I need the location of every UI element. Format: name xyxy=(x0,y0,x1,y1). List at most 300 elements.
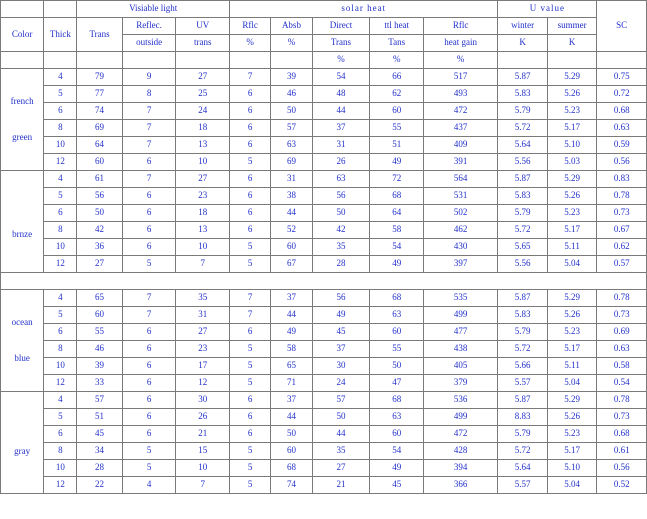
cell-sc: 0.72 xyxy=(597,86,647,103)
cell-absb: 65 xyxy=(271,358,312,375)
cell-rflc: 6 xyxy=(230,137,271,154)
cell-uv: 25 xyxy=(176,86,230,103)
cell-uv: 18 xyxy=(176,120,230,137)
cell-absb: 31 xyxy=(271,171,312,188)
group-spacer xyxy=(1,273,647,290)
cell-sc: 0.56 xyxy=(597,460,647,477)
group-label-line: brnze xyxy=(12,228,33,239)
cell-winter: 5.57 xyxy=(498,477,548,494)
cell-thick: 12 xyxy=(44,477,77,494)
cell-reflec: 4 xyxy=(122,477,176,494)
cell-sc: 0.57 xyxy=(597,256,647,273)
cell-reflec: 6 xyxy=(122,409,176,426)
table-row xyxy=(1,324,647,341)
table-row xyxy=(1,188,647,205)
header-rflc-heat-1: Rflc xyxy=(424,18,498,35)
cell-rflc-gain: 391 xyxy=(424,154,498,171)
cell-uv: 35 xyxy=(176,290,230,307)
cell-thick: 4 xyxy=(44,69,77,86)
cell-rflc: 5 xyxy=(230,358,271,375)
cell-rflc: 6 xyxy=(230,222,271,239)
header-blank-thick xyxy=(44,1,77,18)
header-blank-trans-2 xyxy=(77,52,122,69)
cell-direct: 21 xyxy=(312,477,370,494)
cell-ttl: 62 xyxy=(370,86,424,103)
cell-winter: 5.72 xyxy=(498,120,548,137)
cell-absb: 50 xyxy=(271,426,312,443)
cell-thick: 12 xyxy=(44,375,77,392)
table-row xyxy=(1,205,647,222)
table-row xyxy=(1,426,647,443)
cell-reflec: 7 xyxy=(122,290,176,307)
cell-rflc-gain: 564 xyxy=(424,171,498,188)
cell-ttl: 49 xyxy=(370,460,424,477)
cell-winter: 5.72 xyxy=(498,341,548,358)
header-rflc-heat-2: heat gain xyxy=(424,35,498,52)
cell-rflc: 6 xyxy=(230,324,271,341)
table-row xyxy=(1,307,647,324)
cell-rflc: 7 xyxy=(230,290,271,307)
cell-sc: 0.69 xyxy=(597,324,647,341)
header-direct-1: Direct xyxy=(312,18,370,35)
cell-rflc-gain: 493 xyxy=(424,86,498,103)
cell-reflec: 9 xyxy=(122,69,176,86)
cell-summer: 5.17 xyxy=(547,341,597,358)
cell-absb: 39 xyxy=(271,69,312,86)
group-label-2 xyxy=(1,290,44,392)
cell-winter: 5.64 xyxy=(498,137,548,154)
cell-ttl: 60 xyxy=(370,426,424,443)
cell-rflc-gain: 366 xyxy=(424,477,498,494)
cell-sc: 0.75 xyxy=(597,69,647,86)
header-winter-unit: K xyxy=(498,35,548,52)
cell-rflc: 7 xyxy=(230,69,271,86)
table-row xyxy=(1,137,647,154)
header-blank-sc-2 xyxy=(597,52,647,69)
cell-uv: 12 xyxy=(176,375,230,392)
header-uv-1: UV xyxy=(176,18,230,35)
cell-uv: 27 xyxy=(176,171,230,188)
cell-uv: 10 xyxy=(176,460,230,477)
cell-absb: 50 xyxy=(271,103,312,120)
cell-rflc-gain: 409 xyxy=(424,137,498,154)
header-blank-uv-2 xyxy=(176,52,230,69)
cell-ttl: 66 xyxy=(370,69,424,86)
table-row xyxy=(1,222,647,239)
cell-ttl: 58 xyxy=(370,222,424,239)
cell-rflc: 6 xyxy=(230,86,271,103)
cell-reflec: 6 xyxy=(122,222,176,239)
header-row-1 xyxy=(1,1,647,18)
cell-uv: 27 xyxy=(176,69,230,86)
cell-rflc-gain: 502 xyxy=(424,205,498,222)
cell-uv: 31 xyxy=(176,307,230,324)
cell-reflec: 5 xyxy=(122,460,176,477)
cell-winter: 5.83 xyxy=(498,188,548,205)
cell-ttl: 63 xyxy=(370,409,424,426)
table-row xyxy=(1,86,647,103)
cell-summer: 5.26 xyxy=(547,307,597,324)
cell-trans: 36 xyxy=(77,239,122,256)
cell-thick: 6 xyxy=(44,103,77,120)
cell-thick: 5 xyxy=(44,409,77,426)
cell-rflc: 6 xyxy=(230,426,271,443)
cell-thick: 10 xyxy=(44,137,77,154)
group-label-0 xyxy=(1,69,44,171)
cell-thick: 10 xyxy=(44,358,77,375)
cell-direct: 50 xyxy=(312,205,370,222)
cell-absb: 44 xyxy=(271,409,312,426)
cell-thick: 8 xyxy=(44,443,77,460)
cell-trans: 56 xyxy=(77,188,122,205)
cell-thick: 12 xyxy=(44,154,77,171)
group-label-line: gray xyxy=(14,445,31,456)
header-blank-thick-2 xyxy=(44,52,77,69)
cell-summer: 5.17 xyxy=(547,222,597,239)
cell-summer: 5.04 xyxy=(547,256,597,273)
header-u-value: U value xyxy=(498,1,597,18)
cell-trans: 28 xyxy=(77,460,122,477)
cell-rflc-gain: 462 xyxy=(424,222,498,239)
cell-absb: 71 xyxy=(271,375,312,392)
cell-rflc-gain: 531 xyxy=(424,188,498,205)
table-row xyxy=(1,460,647,477)
header-ttl-1: ttl heat xyxy=(370,18,424,35)
group-label-line: green xyxy=(12,131,33,142)
cell-direct: 44 xyxy=(312,426,370,443)
cell-winter: 5.56 xyxy=(498,256,548,273)
cell-rflc-gain: 535 xyxy=(424,290,498,307)
cell-thick: 4 xyxy=(44,171,77,188)
cell-rflc: 6 xyxy=(230,392,271,409)
cell-rflc-gain: 397 xyxy=(424,256,498,273)
cell-summer: 5.29 xyxy=(547,171,597,188)
cell-rflc-gain: 517 xyxy=(424,69,498,86)
cell-summer: 5.23 xyxy=(547,205,597,222)
cell-trans: 22 xyxy=(77,477,122,494)
cell-trans: 46 xyxy=(77,341,122,358)
cell-sc: 0.56 xyxy=(597,154,647,171)
cell-rflc: 5 xyxy=(230,443,271,460)
header-rflc: Rflc xyxy=(230,18,271,35)
cell-direct: 42 xyxy=(312,222,370,239)
cell-trans: 39 xyxy=(77,358,122,375)
cell-rflc-gain: 472 xyxy=(424,103,498,120)
cell-reflec: 7 xyxy=(122,307,176,324)
cell-thick: 5 xyxy=(44,86,77,103)
cell-uv: 17 xyxy=(176,358,230,375)
cell-reflec: 5 xyxy=(122,256,176,273)
group-label-1 xyxy=(1,171,44,273)
cell-uv: 10 xyxy=(176,239,230,256)
cell-winter: 5.79 xyxy=(498,324,548,341)
cell-rflc: 6 xyxy=(230,205,271,222)
cell-direct: 56 xyxy=(312,290,370,307)
table-row xyxy=(1,409,647,426)
cell-rflc-gain: 536 xyxy=(424,392,498,409)
cell-thick: 8 xyxy=(44,222,77,239)
table-row xyxy=(1,290,647,307)
cell-rflc-gain: 430 xyxy=(424,239,498,256)
cell-summer: 5.10 xyxy=(547,460,597,477)
cell-trans: 55 xyxy=(77,324,122,341)
cell-rflc: 6 xyxy=(230,171,271,188)
cell-direct: 57 xyxy=(312,392,370,409)
cell-rflc-gain: 477 xyxy=(424,324,498,341)
cell-summer: 5.29 xyxy=(547,69,597,86)
cell-direct: 37 xyxy=(312,120,370,137)
cell-uv: 24 xyxy=(176,103,230,120)
cell-ttl: 54 xyxy=(370,239,424,256)
cell-uv: 15 xyxy=(176,443,230,460)
cell-absb: 44 xyxy=(271,307,312,324)
header-summer-unit: K xyxy=(547,35,597,52)
table-row xyxy=(1,443,647,460)
cell-trans: 60 xyxy=(77,154,122,171)
cell-winter: 5.79 xyxy=(498,426,548,443)
cell-winter: 5.79 xyxy=(498,205,548,222)
header-reflec-1: Reflec. xyxy=(122,18,176,35)
cell-sc: 0.67 xyxy=(597,222,647,239)
cell-ttl: 68 xyxy=(370,290,424,307)
cell-summer: 5.26 xyxy=(547,188,597,205)
cell-sc: 0.63 xyxy=(597,120,647,137)
cell-sc: 0.52 xyxy=(597,477,647,494)
cell-summer: 5.26 xyxy=(547,409,597,426)
cell-sc: 0.63 xyxy=(597,341,647,358)
header-summer: summer xyxy=(547,18,597,35)
cell-direct: 44 xyxy=(312,103,370,120)
cell-trans: 34 xyxy=(77,443,122,460)
cell-absb: 52 xyxy=(271,222,312,239)
cell-trans: 74 xyxy=(77,103,122,120)
cell-uv: 23 xyxy=(176,341,230,358)
cell-absb: 69 xyxy=(271,154,312,171)
cell-absb: 46 xyxy=(271,86,312,103)
cell-absb: 58 xyxy=(271,341,312,358)
cell-uv: 13 xyxy=(176,222,230,239)
cell-rflc: 6 xyxy=(230,409,271,426)
cell-thick: 5 xyxy=(44,188,77,205)
cell-summer: 5.23 xyxy=(547,324,597,341)
cell-reflec: 6 xyxy=(122,324,176,341)
cell-winter: 5.56 xyxy=(498,154,548,171)
cell-winter: 5.87 xyxy=(498,392,548,409)
cell-ttl: 55 xyxy=(370,120,424,137)
header-blank-color-2 xyxy=(1,52,44,69)
cell-sc: 0.78 xyxy=(597,188,647,205)
header-absb: Absb xyxy=(271,18,312,35)
table-row xyxy=(1,256,647,273)
cell-direct: 35 xyxy=(312,239,370,256)
header-direct-unit: % xyxy=(312,52,370,69)
group-label-3 xyxy=(1,392,44,494)
table-row xyxy=(1,120,647,137)
table-row xyxy=(1,392,647,409)
header-uv-2: trans xyxy=(176,35,230,52)
cell-summer: 5.17 xyxy=(547,443,597,460)
header-rflc-unit: % xyxy=(230,35,271,52)
header-rflc-heat-unit: % xyxy=(424,52,498,69)
cell-uv: 23 xyxy=(176,188,230,205)
cell-absb: 37 xyxy=(271,392,312,409)
header-blank-winter-2 xyxy=(498,52,548,69)
cell-winter: 5.83 xyxy=(498,86,548,103)
cell-trans: 51 xyxy=(77,409,122,426)
cell-trans: 50 xyxy=(77,205,122,222)
cell-trans: 42 xyxy=(77,222,122,239)
header-row-4 xyxy=(1,52,647,69)
cell-rflc-gain: 438 xyxy=(424,341,498,358)
cell-ttl: 47 xyxy=(370,375,424,392)
cell-summer: 5.17 xyxy=(547,120,597,137)
cell-ttl: 60 xyxy=(370,103,424,120)
cell-winter: 5.66 xyxy=(498,358,548,375)
table-row xyxy=(1,103,647,120)
cell-sc: 0.61 xyxy=(597,443,647,460)
header-blank-rflc-2 xyxy=(230,52,271,69)
cell-rflc: 5 xyxy=(230,154,271,171)
cell-winter: 5.57 xyxy=(498,375,548,392)
header-sc: SC xyxy=(597,1,647,52)
cell-rflc: 5 xyxy=(230,341,271,358)
header-row-2 xyxy=(1,18,647,35)
cell-sc: 0.78 xyxy=(597,290,647,307)
cell-summer: 5.26 xyxy=(547,86,597,103)
group-label-line: french xyxy=(10,95,34,106)
cell-rflc: 6 xyxy=(230,120,271,137)
cell-reflec: 6 xyxy=(122,341,176,358)
cell-reflec: 7 xyxy=(122,103,176,120)
cell-reflec: 6 xyxy=(122,392,176,409)
cell-ttl: 50 xyxy=(370,358,424,375)
cell-summer: 5.29 xyxy=(547,392,597,409)
cell-ttl: 55 xyxy=(370,341,424,358)
cell-winter: 5.79 xyxy=(498,103,548,120)
cell-reflec: 8 xyxy=(122,86,176,103)
cell-sc: 0.73 xyxy=(597,205,647,222)
cell-thick: 6 xyxy=(44,205,77,222)
cell-winter: 5.72 xyxy=(498,222,548,239)
cell-rflc-gain: 472 xyxy=(424,426,498,443)
cell-summer: 5.23 xyxy=(547,103,597,120)
cell-winter: 5.64 xyxy=(498,460,548,477)
header-solar-heat: solar heat xyxy=(230,1,498,18)
cell-reflec: 6 xyxy=(122,154,176,171)
cell-absb: 63 xyxy=(271,137,312,154)
cell-direct: 54 xyxy=(312,69,370,86)
cell-absb: 60 xyxy=(271,443,312,460)
cell-reflec: 7 xyxy=(122,137,176,154)
cell-rflc: 6 xyxy=(230,103,271,120)
cell-ttl: 49 xyxy=(370,256,424,273)
cell-direct: 27 xyxy=(312,460,370,477)
cell-direct: 35 xyxy=(312,443,370,460)
cell-thick: 4 xyxy=(44,290,77,307)
header-blank-reflec-2 xyxy=(122,52,176,69)
cell-thick: 5 xyxy=(44,307,77,324)
cell-uv: 26 xyxy=(176,409,230,426)
cell-uv: 13 xyxy=(176,137,230,154)
cell-direct: 26 xyxy=(312,154,370,171)
cell-reflec: 6 xyxy=(122,426,176,443)
cell-sc: 0.59 xyxy=(597,137,647,154)
cell-rflc: 5 xyxy=(230,460,271,477)
cell-reflec: 6 xyxy=(122,358,176,375)
cell-ttl: 49 xyxy=(370,154,424,171)
cell-uv: 27 xyxy=(176,324,230,341)
header-visible-light: Visiable light xyxy=(77,1,230,18)
cell-rflc: 5 xyxy=(230,239,271,256)
cell-rflc: 5 xyxy=(230,477,271,494)
cell-absb: 38 xyxy=(271,188,312,205)
cell-ttl: 60 xyxy=(370,324,424,341)
cell-sc: 0.68 xyxy=(597,103,647,120)
cell-rflc-gain: 499 xyxy=(424,307,498,324)
cell-direct: 49 xyxy=(312,307,370,324)
cell-sc: 0.78 xyxy=(597,392,647,409)
cell-ttl: 51 xyxy=(370,137,424,154)
header-ttl-2: Tans xyxy=(370,35,424,52)
cell-winter: 5.65 xyxy=(498,239,548,256)
cell-rflc-gain: 405 xyxy=(424,358,498,375)
cell-direct: 28 xyxy=(312,256,370,273)
cell-thick: 6 xyxy=(44,324,77,341)
header-ttl-unit: % xyxy=(370,52,424,69)
cell-rflc: 7 xyxy=(230,307,271,324)
cell-thick: 8 xyxy=(44,120,77,137)
cell-direct: 56 xyxy=(312,188,370,205)
cell-winter: 5.87 xyxy=(498,171,548,188)
cell-direct: 30 xyxy=(312,358,370,375)
table-row xyxy=(1,239,647,256)
cell-absb: 60 xyxy=(271,239,312,256)
group-label-line: ocean xyxy=(11,316,33,327)
cell-trans: 79 xyxy=(77,69,122,86)
cell-trans: 57 xyxy=(77,392,122,409)
cell-uv: 7 xyxy=(176,477,230,494)
table-row xyxy=(1,375,647,392)
cell-winter: 5.87 xyxy=(498,69,548,86)
cell-sc: 0.83 xyxy=(597,171,647,188)
cell-trans: 61 xyxy=(77,171,122,188)
cell-ttl: 63 xyxy=(370,307,424,324)
cell-sc: 0.68 xyxy=(597,426,647,443)
cell-direct: 31 xyxy=(312,137,370,154)
cell-absb: 37 xyxy=(271,290,312,307)
cell-trans: 64 xyxy=(77,137,122,154)
cell-ttl: 54 xyxy=(370,443,424,460)
cell-thick: 10 xyxy=(44,460,77,477)
cell-sc: 0.62 xyxy=(597,239,647,256)
cell-absb: 44 xyxy=(271,205,312,222)
cell-absb: 68 xyxy=(271,460,312,477)
header-absb-unit: % xyxy=(271,35,312,52)
cell-thick: 6 xyxy=(44,426,77,443)
cell-direct: 45 xyxy=(312,324,370,341)
cell-summer: 5.11 xyxy=(547,239,597,256)
cell-summer: 5.10 xyxy=(547,137,597,154)
cell-sc: 0.54 xyxy=(597,375,647,392)
cell-reflec: 6 xyxy=(122,188,176,205)
cell-absb: 74 xyxy=(271,477,312,494)
cell-winter: 5.83 xyxy=(498,307,548,324)
table-row xyxy=(1,171,647,188)
cell-direct: 37 xyxy=(312,341,370,358)
cell-trans: 77 xyxy=(77,86,122,103)
cell-rflc: 5 xyxy=(230,256,271,273)
cell-ttl: 45 xyxy=(370,477,424,494)
